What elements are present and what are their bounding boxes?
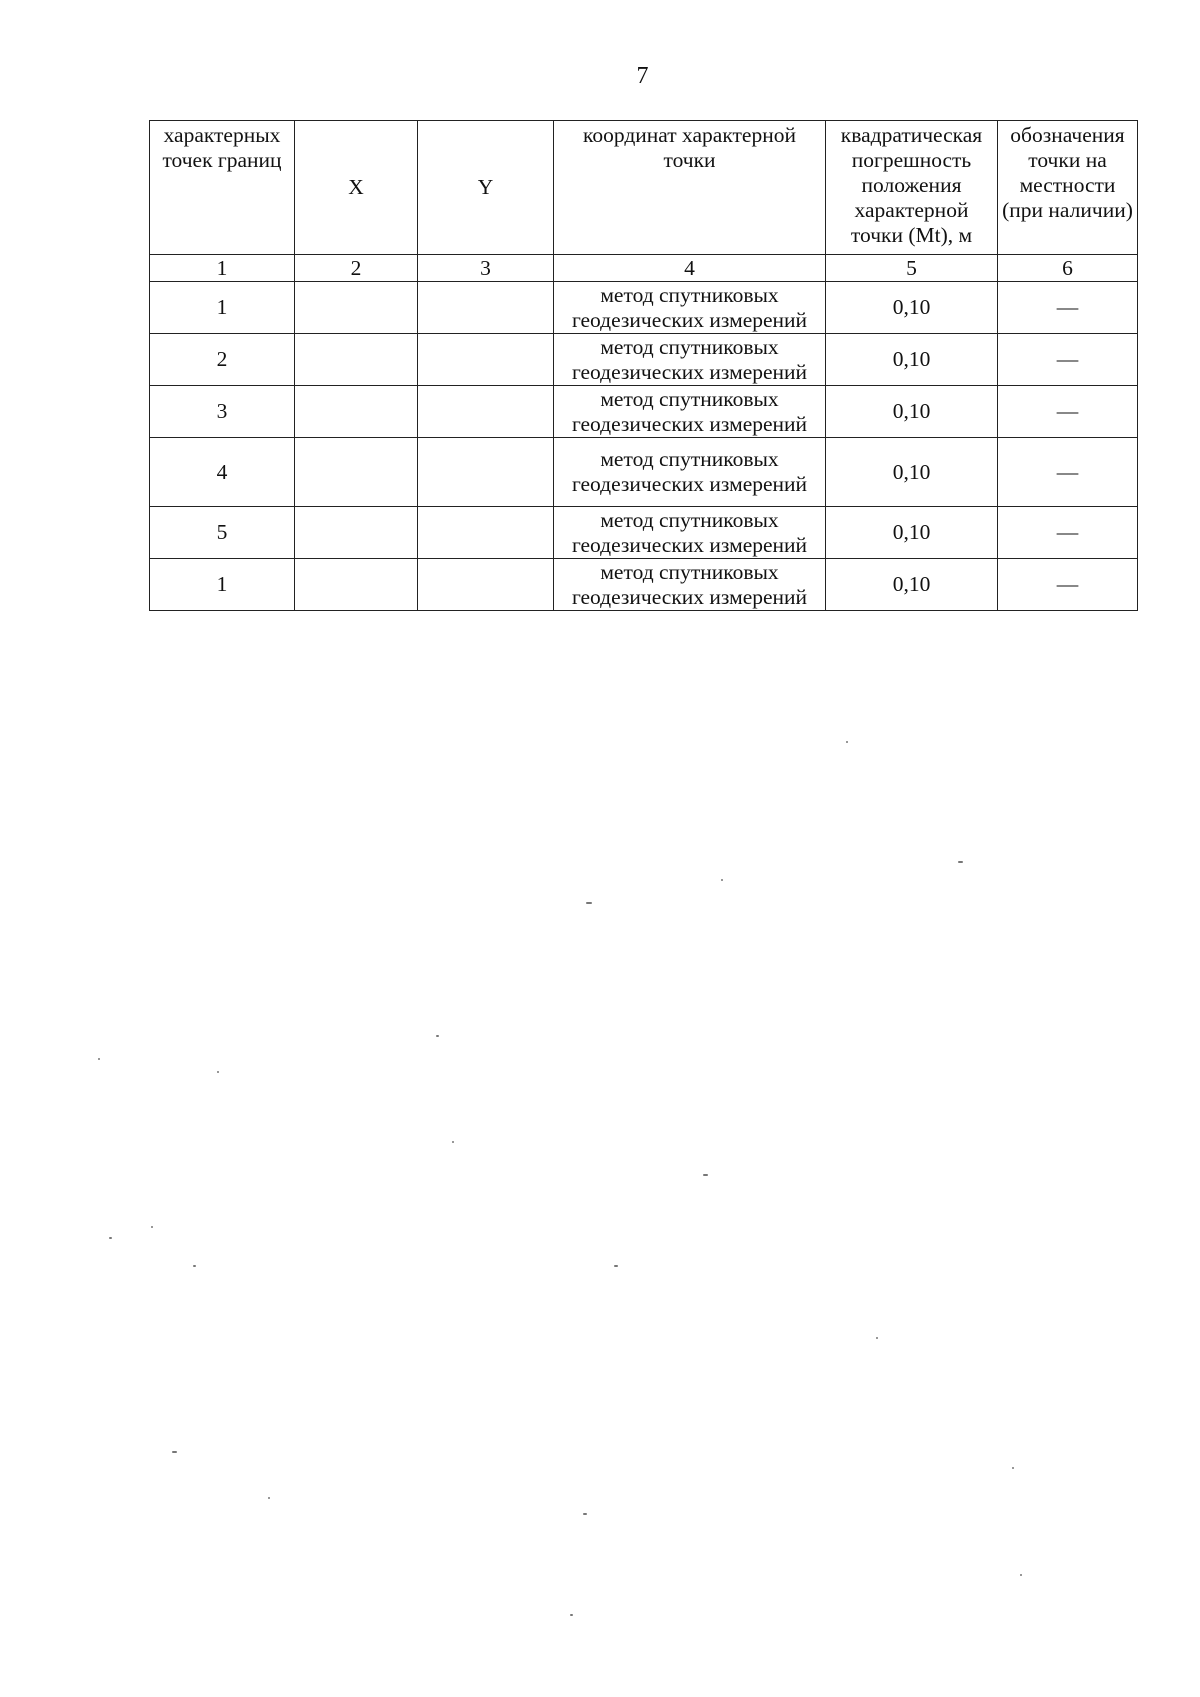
x-coordinate xyxy=(295,507,418,559)
column-number: 3 xyxy=(418,255,554,282)
x-coordinate xyxy=(295,559,418,611)
error-cell: 0,10 xyxy=(826,507,998,559)
column-number: 5 xyxy=(826,255,998,282)
error-cell: 0,10 xyxy=(826,559,998,611)
column-number: 6 xyxy=(998,255,1138,282)
point-number: 3 xyxy=(150,386,295,438)
table-row xyxy=(150,507,1138,559)
table-header-row xyxy=(150,121,1138,255)
x-coordinate xyxy=(295,438,418,507)
point-number: 4 xyxy=(150,438,295,507)
mark-cell: — xyxy=(998,386,1138,438)
mark-cell: — xyxy=(998,334,1138,386)
header-cell-points: характерных точек границ xyxy=(150,121,295,255)
y-coordinate xyxy=(418,438,554,507)
x-coordinate xyxy=(295,334,418,386)
column-number: 1 xyxy=(150,255,295,282)
table-row xyxy=(150,559,1138,611)
error-cell: 0,10 xyxy=(826,334,998,386)
table-row xyxy=(150,334,1138,386)
point-number: 1 xyxy=(150,282,295,334)
method-cell: метод спутниковых геодезических измерений xyxy=(554,438,826,507)
mark-cell: — xyxy=(998,559,1138,611)
header-cell-y: Y xyxy=(418,121,554,255)
header-cell-x: X xyxy=(295,121,418,255)
error-cell: 0,10 xyxy=(826,438,998,507)
y-coordinate xyxy=(418,507,554,559)
header-cell-mark: обозначения точки на местности (при наличии) xyxy=(998,121,1138,255)
method-cell: метод спутниковых геодезических измерений xyxy=(554,507,826,559)
y-coordinate xyxy=(418,282,554,334)
method-cell: метод спутниковых геодезических измерений xyxy=(554,282,826,334)
table-row xyxy=(150,438,1138,507)
header-cell-method: координат характерной точки xyxy=(554,121,826,255)
x-coordinate xyxy=(295,282,418,334)
y-coordinate xyxy=(418,334,554,386)
point-number: 2 xyxy=(150,334,295,386)
page-number: 7 xyxy=(636,63,649,89)
column-number: 4 xyxy=(554,255,826,282)
point-number: 1 xyxy=(150,559,295,611)
method-cell: метод спутниковых геодезических измерений xyxy=(554,559,826,611)
y-coordinate xyxy=(418,559,554,611)
mark-cell: — xyxy=(998,282,1138,334)
column-number-row xyxy=(150,255,1138,282)
method-cell: метод спутниковых геодезических измерений xyxy=(554,386,826,438)
header-cell-error: квадратическая погрешность положения характерной точки (Mt), м xyxy=(826,121,998,255)
method-cell: метод спутниковых геодезических измерений xyxy=(554,334,826,386)
table-row xyxy=(150,386,1138,438)
table-row xyxy=(150,282,1138,334)
y-coordinate xyxy=(418,386,554,438)
error-cell: 0,10 xyxy=(826,282,998,334)
mark-cell: — xyxy=(998,438,1138,507)
mark-cell: — xyxy=(998,507,1138,559)
column-number: 2 xyxy=(295,255,418,282)
coordinates-table xyxy=(149,120,1138,611)
x-coordinate xyxy=(295,386,418,438)
error-cell: 0,10 xyxy=(826,386,998,438)
point-number: 5 xyxy=(150,507,295,559)
